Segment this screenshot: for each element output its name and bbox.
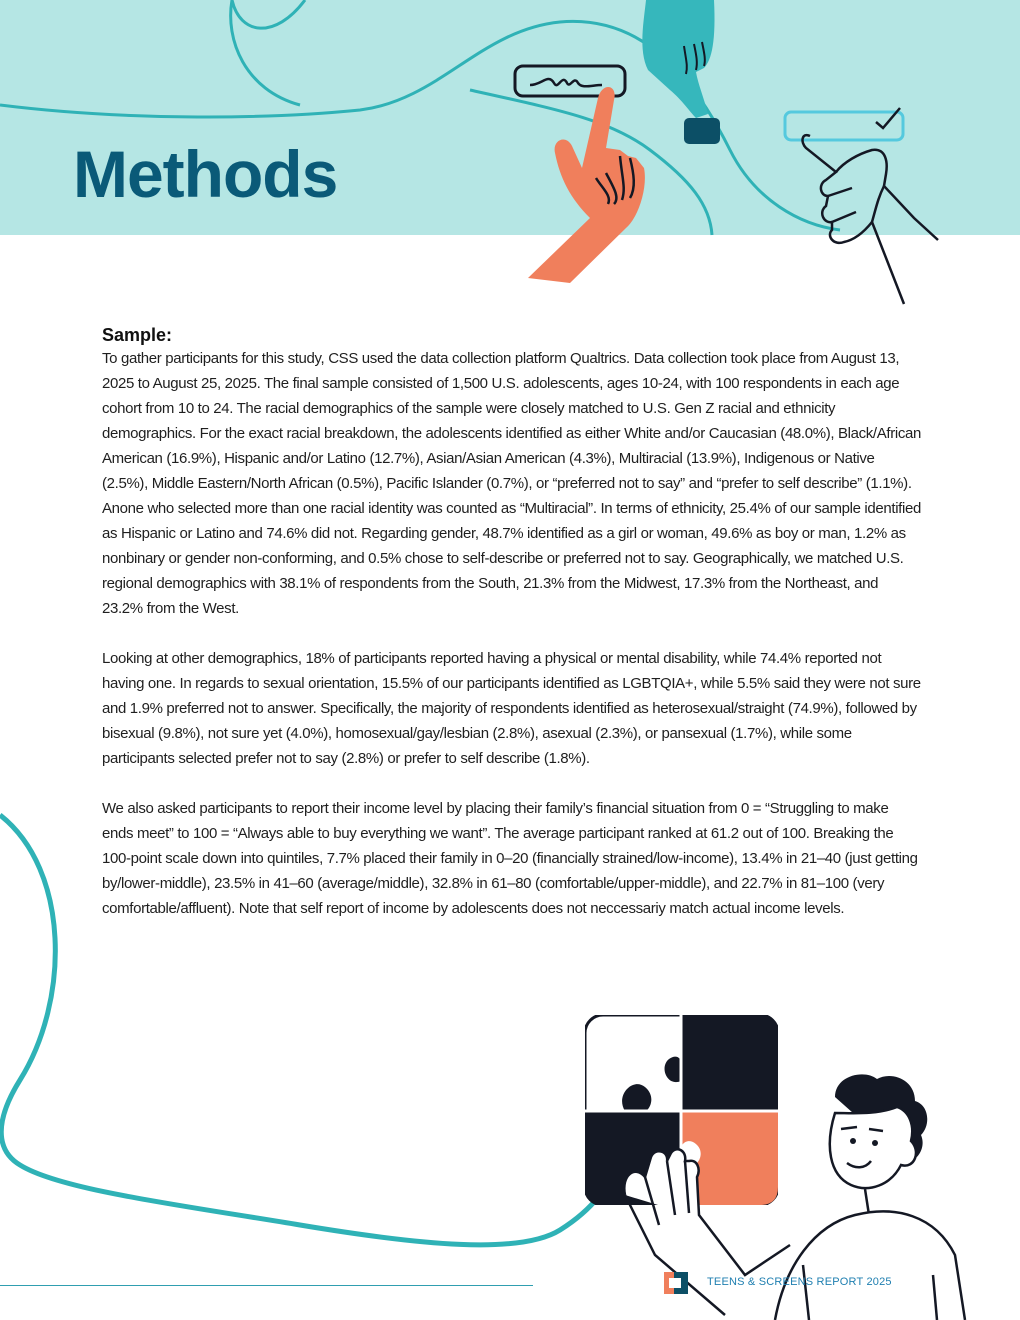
report-logo-icon	[664, 1272, 688, 1294]
footer-divider	[0, 1285, 533, 1286]
sample-paragraph-2: Looking at other demographics, 18% of participants reported having a physical or mental disability, while 74.4% reported not having one. In regards to sexual orientation, 15.5% of our participants identified as LGBTQIA+, while 5.5% said they were not sure and 1.9% preferred not to answer. Specifically, the majority of respondents identified as heterosexual/straight (74.9%), followed by bisexual (9.8%), not sure yet (4.0%), homosexual/gay/lesbian (2.8%), asexual (2.3%), or pansexual (1.7%), while some participants selected prefer not to say (2.8%) or prefer to self describe (1.8%).	[102, 650, 921, 767]
report-label: TEENS & SCREENS REPORT 2025	[707, 1276, 892, 1288]
teal-hand-icon	[630, 0, 730, 150]
outline-hand-icon	[796, 122, 946, 307]
sample-heading: Sample:	[102, 325, 173, 345]
sample-paragraph-1: To gather participants for this study, CSS used the data collection platform Qualtrics. Data collection took place from August 13, 2025 to August 25, 2025. The final sample consisted of 1,500 U.S. adolescents, ages 10-24, with 100 respondents in each age cohort from 10 to 24. The racial demographics of the sample were closely matched to U.S. Gen Z racial and ethnicity demographics. For the exact racial breakdown, the adolescents identified as either White and/or Caucasian (48.0%), Black/African American (16.9%), Hispanic and/or Latino (12.7%), Asian/Asian American (4.3%), Multiracial (13.9%), Indigenous or Native (2.5%), Middle Eastern/North African (0.5%), Pacific Islander (0.7%), or “preferred not to say” and “prefer to self describe” (1.1%). Anone who selected more than one racial identity was counted as “Multiracial”. In terms of ethnicity, 25.4% of our sample identified as Hispanic or Latino and 74.6% did not. Regarding gender, 48.7% identified as a girl or woman, 49.6% as boy or man, 1.2% as nonbinary or gender non-conforming, and 0.5% chose to self-describe or preferred not to say. Geographically, we matched U.S. regional demographics with 38.1% of respondents from the South, 21.3% from the Midwest, 17.3% from the Northeast, and 23.2% from the West.	[102, 350, 921, 617]
sample-paragraph-3: We also asked participants to report their income level by placing their family’s financial situation from 0 = “Struggling to make ends meet” to 100 = “Always able to buy everything we want”. The average participant ranked at 61.2 out of 100. Breaking the 100-point scale down into quintiles, 7.7% placed their family in 0–20 (financially strained/low-income), 13.4% in 21–40 (just getting by/lower-middle), 23.5% in 41–60 (average/middle), 32.8% in 61–80 (comfortable/upper-middle), and 22.7% in 81–100 (very comfortable/affluent). Note that self report of income by adolescents does not neccessariy match actual income levels.	[102, 800, 918, 917]
page-title: Methods	[73, 137, 338, 211]
sample-section	[102, 322, 922, 946]
